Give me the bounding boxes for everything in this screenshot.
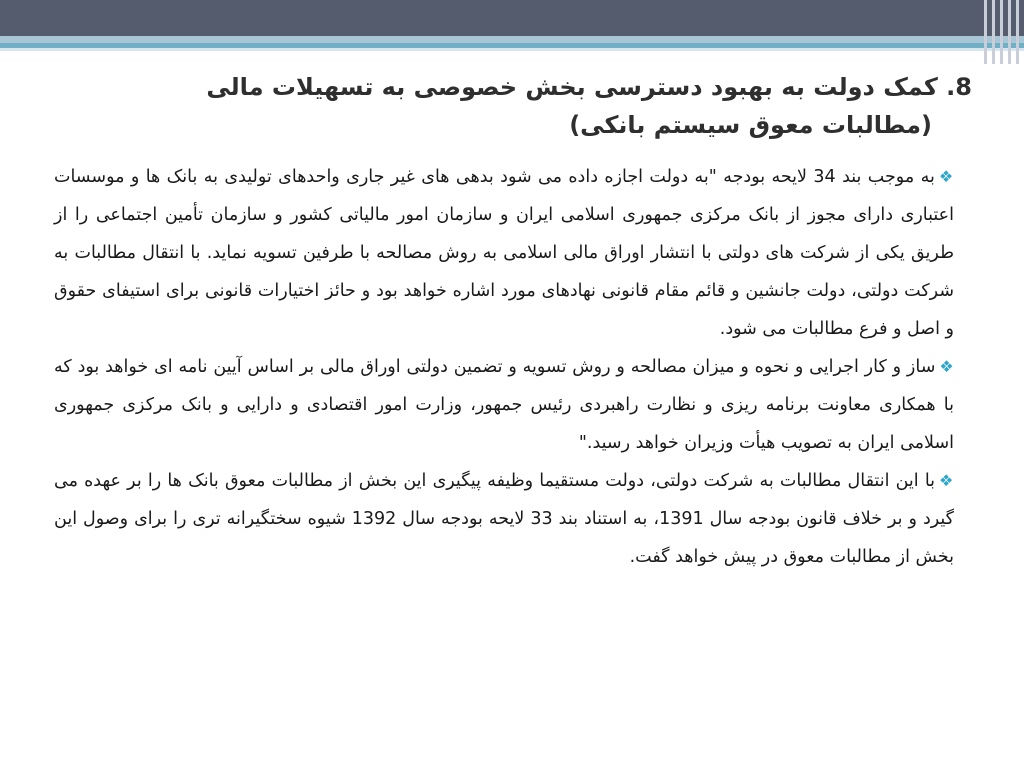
paragraph-text: به موجب بند 34 لایحه بودجه "به دولت اجازه داده می شود بدهی های غیر جاری واحدهای تولیدی به بانک ها و موسسات اعتباری دارای مجوز از بانک مرکزی جمهوری اسلامی ایران و سازمان امور مالیاتی کشور و سازمان تأمین اجتماعی را از طریق یکی از شرکت های دولتی با انتشار اوراق مالی اسلامی به روش مصالحه با طرفین تسویه نماید. با انتقال مطالبات به شرکت دولتی، دولت جانشین و قائم مقام قانونی نهادهای مورد اشاره خواهد بود و حائز اختیارات قانونی برای استیفای حقوق و اصل و فرع مطالبات می شود. [54, 167, 954, 339]
slide-title [112, 68, 972, 144]
bullet-paragraph [54, 348, 954, 462]
corner-decoration [980, 0, 1024, 64]
diamond-bullet-icon: ❖ [939, 471, 954, 490]
title-line-1: 8. کمک دولت به بهبود دسترسی بخش خصوصی به تسهیلات مالی [206, 73, 972, 101]
header-stripe [0, 36, 1024, 43]
paragraph-text: ساز و کار اجرایی و نحوه و میزان مصالحه و روش تسویه و تضمین دولتی اوراق مالی بر اساس آیین نامه ای خواهد بود که با همکاری معاونت برنامه ریزی و نظارت راهبردی رئیس جمهور، وزارت امور اقتصادی و دارایی و بانک مرکزی جمهوری اسلامی ایران به تصویب هیأت وزیران خواهد رسید." [54, 357, 954, 453]
title-line-2: (مطالبات معوق سیستم بانکی) [569, 111, 932, 139]
slide-body [54, 158, 954, 576]
bullet-paragraph [54, 158, 954, 348]
diamond-bullet-icon: ❖ [938, 167, 955, 186]
diamond-bullet-icon: ❖ [939, 357, 955, 376]
bullet-paragraph [54, 462, 954, 576]
paragraph-text: با این انتقال مطالبات به شرکت دولتی، دولت مستقیما وظیفه پیگیری این بخش از مطالبات معوق بانک ها را بر عهده می گیرد و بر خلاف قانون بودجه سال 1391، به استناد بند 33 لایحه بودجه سال 1392 شیوه سختگیرانه تری را برای وصول این بخش از مطالبات معوق در پیش خواهد گفت. [54, 471, 955, 567]
header-light-stripe [0, 48, 1024, 51]
header-bar [0, 0, 1024, 36]
